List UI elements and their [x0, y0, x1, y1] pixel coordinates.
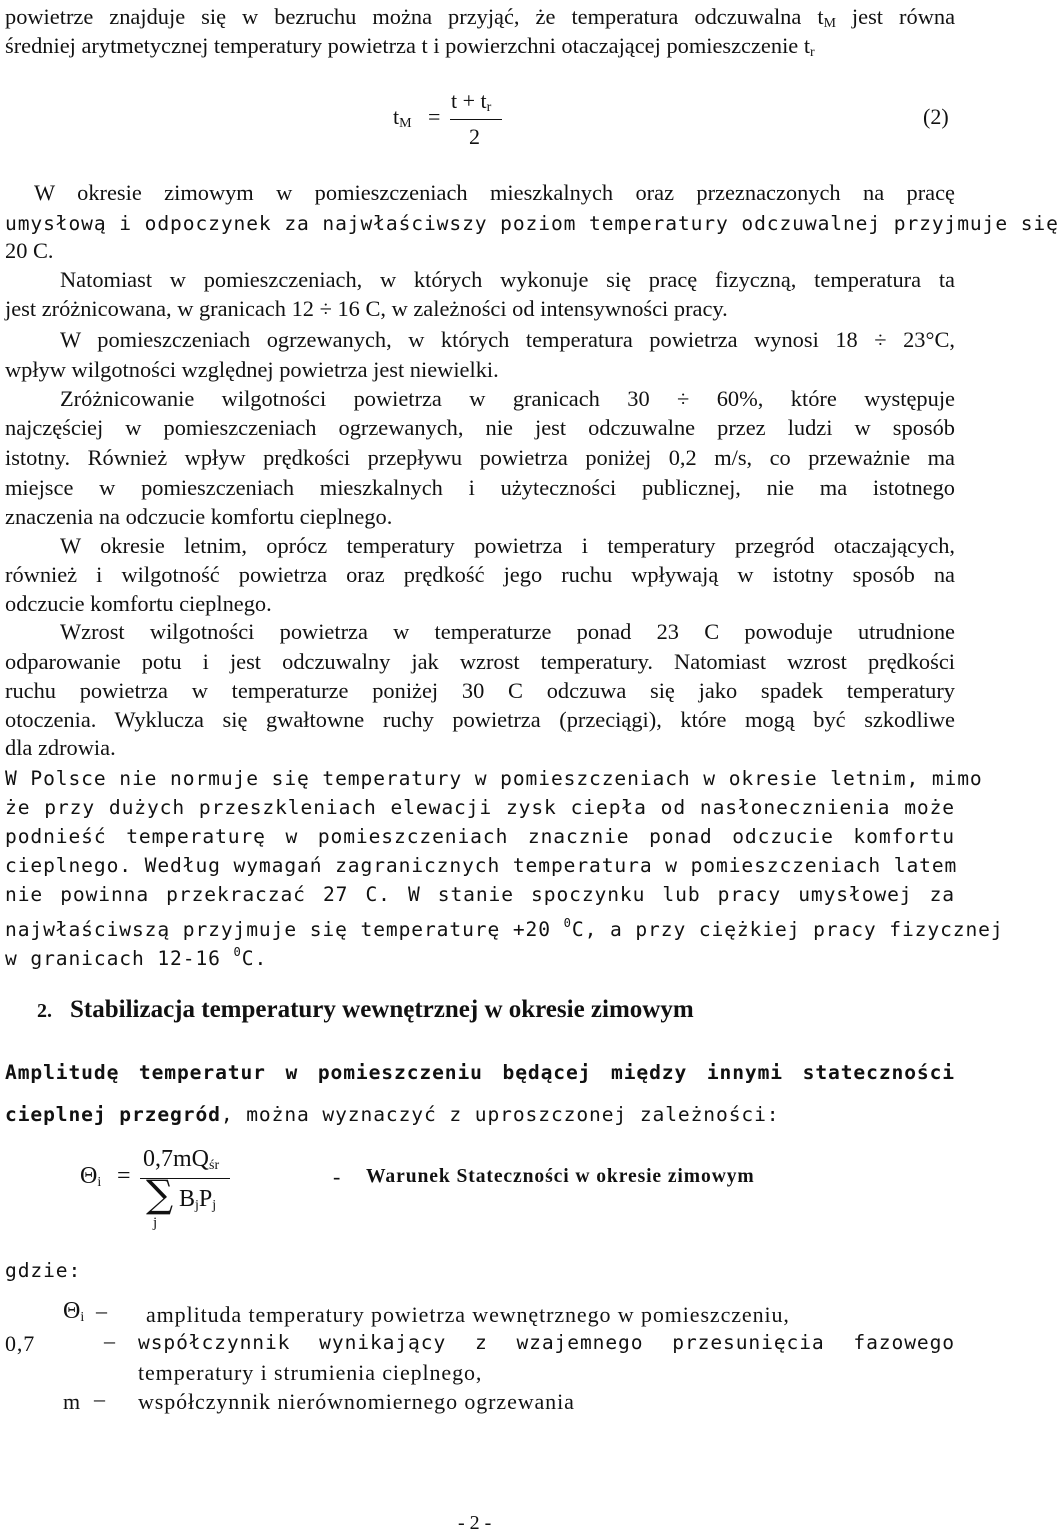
text-line: umysłową i odpoczynek za najwłaściwszy poziom temperatury odczuwalnej przyjmuje się	[5, 212, 1059, 235]
section-heading	[37, 996, 694, 1024]
text-line: wpływ wilgotności względnej powietrza jest niewielki.	[5, 357, 499, 382]
sum-symbol: ∑	[146, 1172, 174, 1216]
text-line: średniej arytmetycznej temperatury powietrza t i powierzchni otaczającej pomieszczenie $t_r$	[5, 33, 815, 60]
inline-math: 30 ÷ 60%	[627, 386, 758, 411]
definition-text: współczynnik nierównomiernego ogrzewania	[138, 1389, 575, 1414]
text-line: W Polsce nie normuje się temperatury w pomieszczeniach w okresie letnim, mimo	[5, 767, 983, 790]
text-line: W okresie letnim, oprócz temperatury powietrza i temperatury przegród otaczających,	[60, 533, 955, 558]
text-line: ruchu powietrza w temperaturze poniżej 30 C odczuwa się jako spadek temperatury	[5, 678, 955, 703]
text-line: 20 C.	[5, 238, 54, 263]
text-line: również i wilgotność powietrza oraz prędkość jego ruchu wpływają w istotny sposób na	[5, 562, 955, 587]
text-line: odczucie komfortu cieplnego.	[5, 591, 272, 616]
text-line: miejsce w pomieszczeniach mieszkalnych i użyteczności publicznej, nie ma istotnego	[5, 475, 955, 500]
section-title: Stabilizacja temperatury wewnętrznej w okresie zimowym	[70, 996, 694, 1023]
text-line: w granicach 12-16 $^0$C.	[5, 945, 268, 970]
text-line: Zróżnicowanie wilgotności powietrza w granicach 30 ÷ 60%, które występuje	[60, 386, 955, 411]
text-line: Amplitudę temperatur w pomieszczeniu będącej między innymi stateczności	[5, 1061, 955, 1084]
where-label: gdzie:	[5, 1259, 82, 1282]
text-line: że przy dużych przeszkleniach elewacji zysk ciepła od nasłonecznienia może	[5, 796, 955, 819]
page-number: - 2 -	[458, 1512, 492, 1534]
text-line: znaczenia na odczucie komfortu cieplnego.	[5, 504, 393, 529]
text-line: powietrze znajduje się w bezruchu można przyjąć, że temperatura odczuwalna $t_M$ jest równa	[5, 4, 956, 31]
definition-symbol: m	[63, 1389, 82, 1414]
definition-text: amplituda temperatury powietrza wewnętrznego w pomieszczeniu,	[146, 1302, 790, 1327]
text-line: otoczenia. Wyklucza się gwałtowne ruchy powietrza (przeciągi), które mogą być szkodliwe	[5, 707, 955, 732]
text-line: podnieść temperaturę w pomieszczeniach znacznie ponad odczucie komfortu	[5, 825, 955, 848]
text-line: W pomieszczeniach ogrzewanych, w których temperatura powietrza wynosi 18 ÷ 23°C,	[60, 327, 956, 352]
text-line: W okresie zimowym w pomieszczeniach mieszkalnych oraz przeznaczonych na pracę	[34, 180, 955, 205]
text-line: jest zróżnicowana, w granicach 12 ÷ 16 C, w zależności od intensywności pracy.	[5, 296, 728, 321]
text-line: nie powinna przekraczać 27 C. W stanie spoczynku lub pracy umysłowej za	[5, 883, 955, 906]
fraction-bar	[450, 119, 502, 120]
formula-label: Warunek Stateczności w okresie zimowym	[366, 1166, 755, 1187]
inline-math: 18 ÷ 23°C	[835, 327, 950, 352]
document-page: powietrze znajduje się w bezruchu można przyjąć, że temperatura odczuwalna $t_M$ jest równa średniej arytmetycznej temperatury powietrza t i powierzchni otaczającej pomieszczenie $t_r$ $t_M$ = $t + t_r$ 2 (2) W okresie zimowym w pomieszczeniach mieszkalnych oraz przeznaczonych na pracę umysłową i odpoczynek za najwłaściwszy poziom temperatury odczuwalnej przyjmuje się 20 C. Natomiast w pomieszczeniach, w których wykonuje się pracę fizyczną, temperatura ta jest zróżnicowana, w granicach 12 ÷ 16 C, w zależności od intensywności pracy. W pomieszczeniach ogrzewanych, w których temperatura powietrza wynosi 18 ÷ 23°C, wpływ wilgotności względnej powietrza jest niewielki. Zróżnicowanie wilgotności powietrza w granicach 30 ÷ 60%, które występuje najczęściej w pomieszczeniach ogrzewanych, nie jest odczuwalne przez ludzi w sposób istotny. Również wpływ prędkości przepływu powietrza poniżej 0,2 m/s, co przeważnie ma miejsce w pomieszczeniach mieszkalnych i użyteczności publicznej, nie ma istotnego znaczenia na odczucie komfortu cieplnego. W okresie letnim, oprócz temperatury powietrza i temperatury przegród otaczających, również i wilgotność powietrza oraz prędkość jego ruchu wpływają w istotny sposób na odczucie komfortu cieplnego. Wzrost wilgotności powietrza w temperaturze ponad 23 C powoduje utrudnione odparowanie potu i jest odczuwalny jak wzrost temperatury. Natomiast wzrost prędkości ruchu powietrza w temperaturze poniżej 30 C odczuwa się jako spadek temperatury otoczenia. Wyklucza się gwałtowne ruchy powietrza (przeciągi), które mogą być szkodliwe dla zdrowia. W Polsce nie normuje się temperatury w pomieszczeniach w okresie letnim, mimo że przy dużych przeszkleniach elewacji zysk ciepła od nasłonecznienia może podnieść temperaturę w pomieszczeniach znacznie ponad odczucie komfortu cieplnego. Według wymagań zagranicznych temperatura w pomieszczeniach latem nie powinna przekraczać 27 C. W stanie spoczynku lub pracy umysłowej za najwłaściwszą przyjmuje się temperaturę +20 $^0$C, a przy ciężkiej pracy fizycznej w granicach 12-16 $^0$C. 2. Stabilizacja temperatury wewnętrznej w okresie zimowym Amplitudę temperatur w pomieszczeniu będącej między innymi stateczności cieplnej przegród, można wyznaczyć z uproszczonej zależności: $\Theta_i$ = $0,7mQ_{śr}$ ∑ $B_jP_j$ j - Warunek Stateczności w okresie zimowym gdzie: $\Theta_i$ – amplituda temperatury powietrza wewnętrznego w pomieszczeniu, 0,7 – współczynnik wynikający z wzajemnego przesunięcia fazowego temperatury i strumienia cieplnego, m – współczynnik nierównomiernego ogrzewania - 2 -	[5, 4, 1059, 1534]
text-line: cieplnej przegród, można wyznaczyć z uproszczonej zależności:	[5, 1103, 780, 1126]
text-line: Wzrost wilgotności powietrza w temperaturze ponad 23 C powoduje utrudnione	[60, 619, 955, 644]
text-line: najczęściej w pomieszczeniach ogrzewanych, nie jest odczuwalne przez ludzi w sposób	[5, 415, 955, 440]
section-number: 2.	[37, 1000, 52, 1022]
definition-symbol: $\Theta_i$	[63, 1298, 85, 1325]
text-line: dla zdrowia.	[5, 735, 116, 760]
text-line: Natomiast w pomieszczeniach, w których wykonuje się pracę fizyczną, temperatura ta	[60, 267, 955, 292]
definition-text: współczynnik wynikający z wzajemnego przesunięcia fazowego	[138, 1331, 955, 1354]
text-line: najwłaściwszą przyjmuje się temperaturę +20 $^0$C, a przy ciężkiej pracy fizycznej	[5, 916, 1004, 941]
definition-text: temperatury i strumienia cieplnego,	[138, 1360, 483, 1385]
equation-number: (2)	[923, 104, 949, 129]
text-line: istotny. Również wpływ prędkości przepływu powietrza poniżej 0,2 m/s, co przeważnie ma	[5, 445, 955, 470]
definition-symbol: 0,7	[5, 1331, 36, 1356]
text-line: cieplnego. Według wymagań zagranicznych temperatura w pomieszczeniach latem	[5, 854, 958, 877]
text-line: odparowanie potu i jest odczuwalny jak wzrost temperatury. Natomiast wzrost prędkości	[5, 649, 955, 674]
